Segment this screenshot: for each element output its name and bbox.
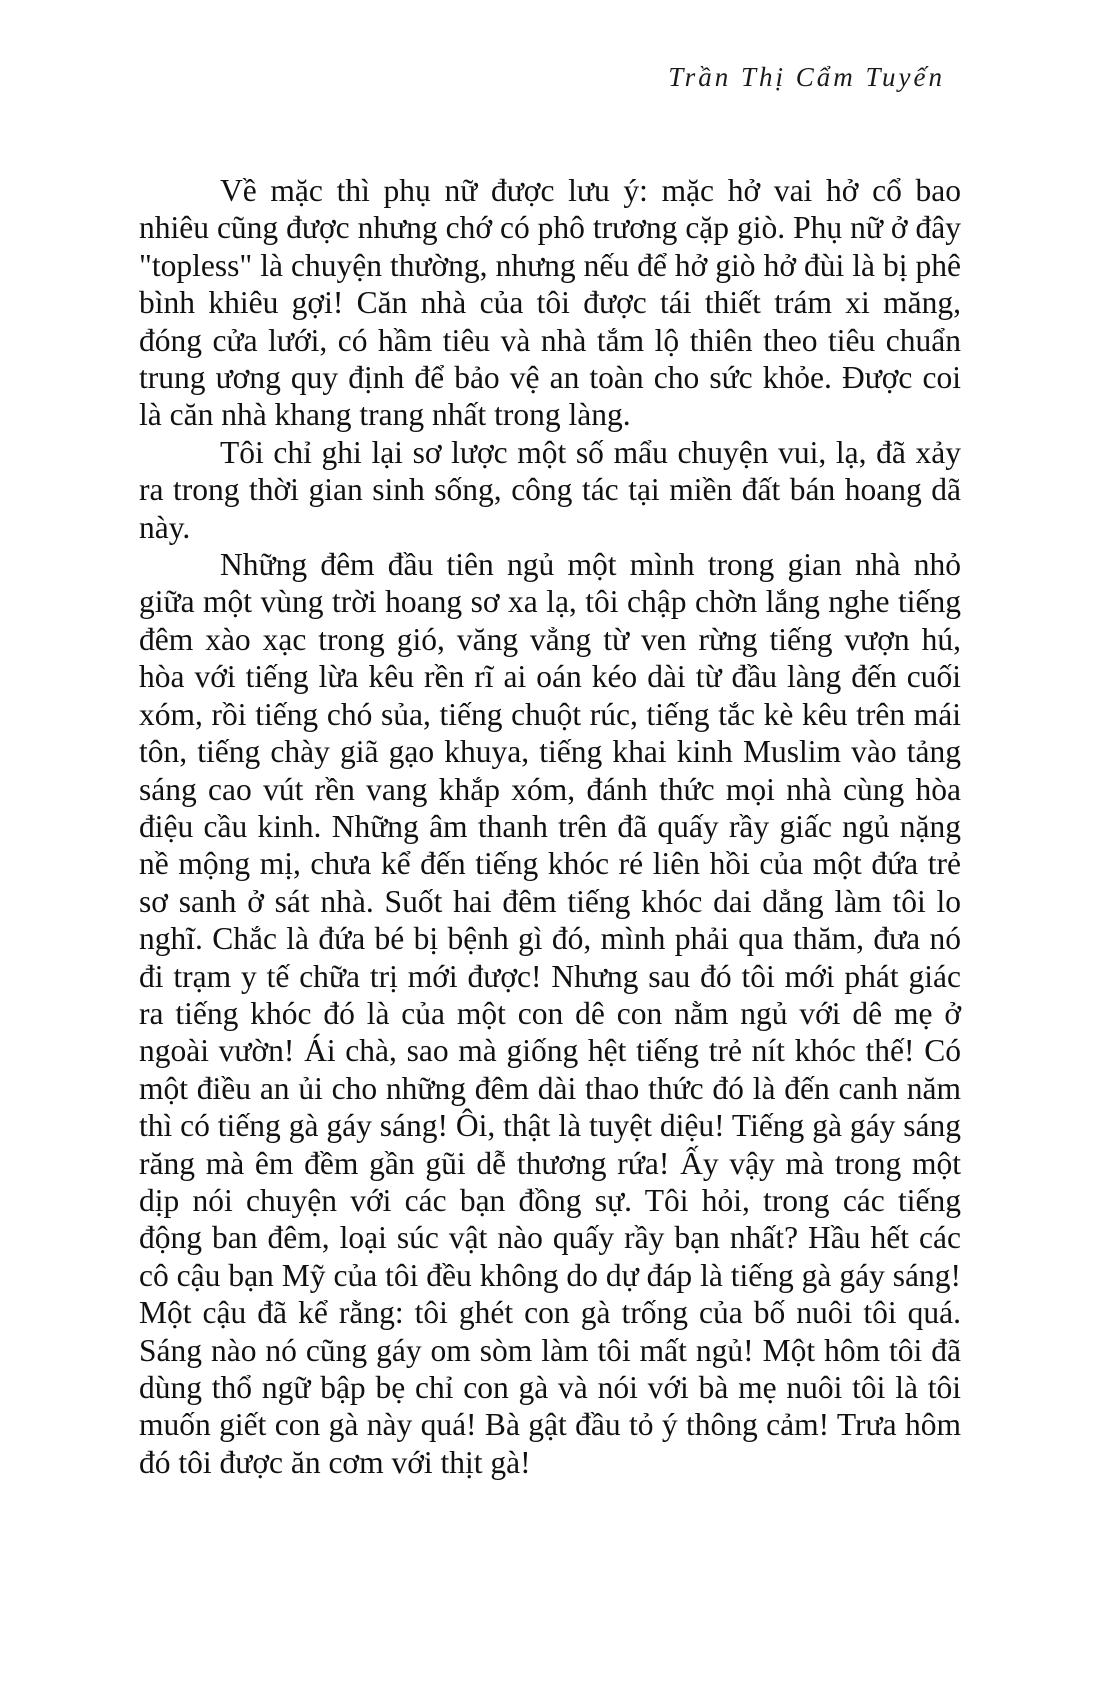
paragraph: Tôi chỉ ghi lại sơ lược một số mẩu chuyện vui, lạ, đã xảy ra trong thời gian sinh sống, công tác tại miền đất bán hoang dã này. [139,434,961,545]
paragraph: Những đêm đầu tiên ngủ một mình trong gian nhà nhỏ giữa một vùng trời hoang sơ xa lạ, tôi chập chờn lắng nghe tiếng đêm xào xạc trong gió, văng vẳng từ ven rừng tiếng vượn hú, hòa với tiếng lừa kêu rền rĩ ai oán kéo dài từ đầu làng đến cuối xóm, rồi tiếng chó sủa, tiếng chuột rúc, tiếng tắc kè kêu trên mái tôn, tiếng chày giã gạo khuya, tiếng khai kinh Muslim vào tảng sáng cao vút rền vang khắp xóm, đánh thức mọi nhà cùng hòa điệu cầu kinh. Những âm thanh trên đã quấy rầy giấc ngủ nặng nề mộng mị, chưa kể đến tiếng khóc ré liên hồi của một đứa trẻ sơ sanh ở sát nhà. Suốt hai đêm tiếng khóc dai dẳng làm tôi lo nghĩ. Chắc là đứa bé bị bệnh gì đó, mình phải qua thăm, đưa nó đi trạm y tế chữa trị mới được! Nhưng sau đó tôi mới phát giác ra tiếng khóc đó là của một con dê con nằm ngủ với dê mẹ ở ngoài vườn! Ái chà, sao mà giống hệt tiếng trẻ nít khóc thế! Có một điều an ủi cho những đêm dài thao thức đó là đến canh năm thì có tiếng gà gáy sáng! Ôi, thật là tuyệt diệu! Tiếng gà gáy sáng răng mà êm đềm gần gũi dễ thương rứa! Ấy vậy mà trong một dịp nói chuyện với các bạn đồng sự. Tôi hỏi, trong các tiếng động ban đêm, loại súc vật nào quấy rầy bạn nhất? Hầu hết các cô cậu bạn Mỹ của tôi đều không do dự đáp là tiếng gà gáy sáng! Một cậu đã kể rằng: tôi ghét con gà trống của bố nuôi tôi quá. Sáng nào nó cũng gáy om sòm làm tôi mất ngủ! Một hôm tôi đã dùng thổ ngữ bập bẹ chỉ con gà và nói với bà mẹ nuôi tôi là tôi muốn giết con gà này quá! Bà gật đầu tỏ ý thông cảm! Trưa hôm đó tôi được ăn cơm với thịt gà! [139,547,961,1480]
body-text [139,172,961,1481]
running-header: Trần Thị Cẩm Tuyến [668,62,945,92]
paragraph: Về mặc thì phụ nữ được lưu ý: mặc hở vai hở cổ bao nhiêu cũng được nhưng chớ có phô trương cặp giò. Phụ nữ ở đây "topless" là chuyện thường, nhưng nếu để hở giò hở đùi là bị phê bình khiêu gợi! Căn nhà của tôi được tái thiết trám xi măng, đóng cửa lưới, có hầm tiêu và nhà tắm lộ thiên theo tiêu chuẩn trung ương quy định để bảo vệ an toàn cho sức khỏe. Được coi là căn nhà khang trang nhất trong làng. [139,173,961,433]
